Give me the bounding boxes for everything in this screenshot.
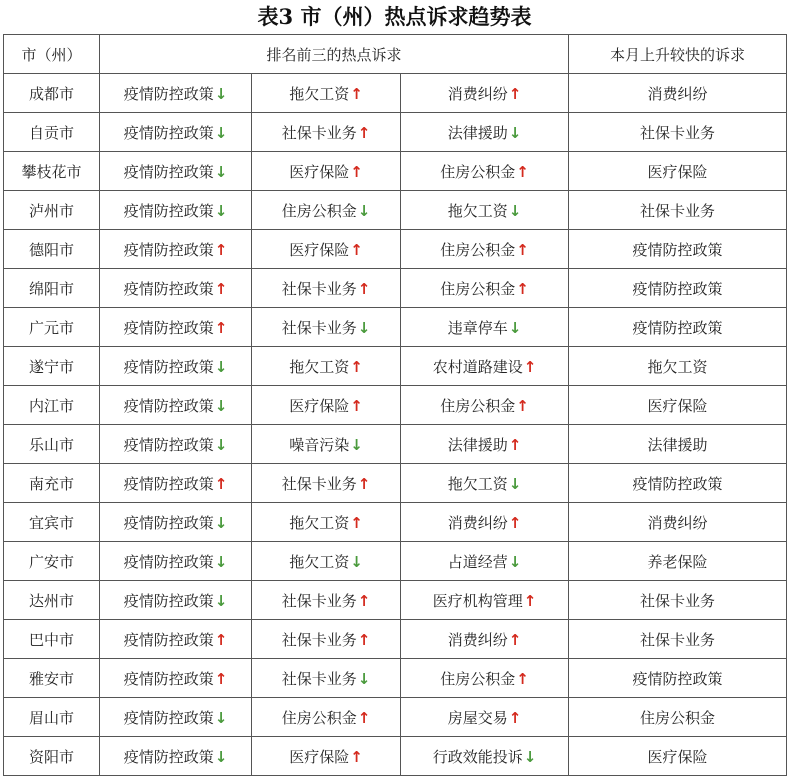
hotspot-label: 疫情防控政策 xyxy=(123,162,214,181)
hotspot-label: 疫情防控政策 xyxy=(123,84,214,103)
hotspot-label: 医疗保险 xyxy=(289,162,350,181)
hotspot-label: 疫情防控政策 xyxy=(123,396,214,415)
cell-city: 眉山市 xyxy=(4,698,100,737)
trend-down-icon: ↓ xyxy=(214,84,228,103)
table-row xyxy=(4,386,787,425)
cell-hotspot-1 xyxy=(100,230,252,269)
table-row xyxy=(4,620,787,659)
trend-up-icon: ↑ xyxy=(523,591,537,610)
cell-rising: 医疗保险 xyxy=(569,737,787,776)
trend-down-icon: ↓ xyxy=(214,201,228,220)
cell-hotspot-2 xyxy=(252,347,401,386)
cell-city: 成都市 xyxy=(4,74,100,113)
cell-hotspot-2 xyxy=(252,152,401,191)
trend-down-icon: ↓ xyxy=(508,318,522,337)
table-row xyxy=(4,425,787,464)
cell-hotspot-1 xyxy=(100,113,252,152)
hotspot-label: 医疗机构管理 xyxy=(432,591,523,610)
cell-hotspot-2 xyxy=(252,425,401,464)
hotspot-label: 疫情防控政策 xyxy=(123,630,214,649)
hotspot-label: 疫情防控政策 xyxy=(123,669,214,688)
header-city: 市（州） xyxy=(4,35,100,74)
trend-up-icon: ↑ xyxy=(508,708,522,727)
cell-hotspot-2 xyxy=(252,737,401,776)
table-row xyxy=(4,698,787,737)
cell-city: 遂宁市 xyxy=(4,347,100,386)
table-row xyxy=(4,74,787,113)
cell-hotspot-3 xyxy=(401,542,569,581)
trend-down-icon: ↓ xyxy=(523,747,537,766)
cell-hotspot-1 xyxy=(100,620,252,659)
cell-hotspot-3 xyxy=(401,191,569,230)
hotspot-label: 疫情防控政策 xyxy=(123,513,214,532)
cell-city: 乐山市 xyxy=(4,425,100,464)
trend-down-icon: ↓ xyxy=(214,552,228,571)
cell-hotspot-3 xyxy=(401,269,569,308)
cell-city: 雅安市 xyxy=(4,659,100,698)
cell-hotspot-3 xyxy=(401,464,569,503)
hotspot-label: 噪音污染 xyxy=(289,435,350,454)
cell-hotspot-2 xyxy=(252,269,401,308)
cell-hotspot-2 xyxy=(252,542,401,581)
cell-city: 泸州市 xyxy=(4,191,100,230)
trend-up-icon: ↑ xyxy=(214,669,228,688)
cell-hotspot-1 xyxy=(100,386,252,425)
hotspot-label: 住房公积金 xyxy=(440,669,516,688)
cell-hotspot-3 xyxy=(401,113,569,152)
trend-down-icon: ↓ xyxy=(214,357,228,376)
header-row xyxy=(4,35,787,74)
trend-up-icon: ↑ xyxy=(350,513,363,532)
hotspot-trend-table xyxy=(3,34,787,776)
cell-hotspot-2 xyxy=(252,230,401,269)
cell-hotspot-3 xyxy=(401,503,569,542)
hotspot-label: 社保卡业务 xyxy=(281,474,357,493)
hotspot-label: 社保卡业务 xyxy=(281,279,357,298)
hotspot-label: 住房公积金 xyxy=(281,708,357,727)
cell-hotspot-3 xyxy=(401,386,569,425)
trend-up-icon: ↑ xyxy=(357,630,371,649)
trend-up-icon: ↑ xyxy=(508,630,522,649)
cell-rising: 疫情防控政策 xyxy=(569,464,787,503)
hotspot-label: 住房公积金 xyxy=(440,162,516,181)
cell-rising: 社保卡业务 xyxy=(569,113,787,152)
trend-up-icon: ↑ xyxy=(516,240,529,259)
cell-city: 资阳市 xyxy=(4,737,100,776)
hotspot-label: 占道经营 xyxy=(447,552,508,571)
cell-rising: 拖欠工资 xyxy=(569,347,787,386)
cell-hotspot-1 xyxy=(100,425,252,464)
trend-down-icon: ↓ xyxy=(508,474,522,493)
trend-up-icon: ↑ xyxy=(350,747,363,766)
cell-hotspot-2 xyxy=(252,113,401,152)
cell-hotspot-3 xyxy=(401,620,569,659)
trend-down-icon: ↓ xyxy=(214,747,228,766)
cell-hotspot-1 xyxy=(100,698,252,737)
cell-hotspot-1 xyxy=(100,347,252,386)
hotspot-label: 疫情防控政策 xyxy=(123,123,214,142)
cell-hotspot-3 xyxy=(401,308,569,347)
hotspot-label: 疫情防控政策 xyxy=(123,591,214,610)
cell-hotspot-2 xyxy=(252,308,401,347)
cell-city: 巴中市 xyxy=(4,620,100,659)
trend-up-icon: ↑ xyxy=(214,240,228,259)
cell-hotspot-3 xyxy=(401,74,569,113)
trend-up-icon: ↑ xyxy=(350,162,363,181)
cell-hotspot-1 xyxy=(100,191,252,230)
hotspot-label: 疫情防控政策 xyxy=(123,552,214,571)
trend-up-icon: ↑ xyxy=(357,123,371,142)
hotspot-label: 消费纠纷 xyxy=(447,84,508,103)
cell-rising: 社保卡业务 xyxy=(569,191,787,230)
cell-rising: 养老保险 xyxy=(569,542,787,581)
trend-up-icon: ↑ xyxy=(516,279,529,298)
trend-down-icon: ↓ xyxy=(357,201,371,220)
trend-down-icon: ↓ xyxy=(508,123,522,142)
trend-up-icon: ↑ xyxy=(214,630,228,649)
cell-hotspot-3 xyxy=(401,152,569,191)
hotspot-label: 医疗保险 xyxy=(289,396,350,415)
table-row xyxy=(4,464,787,503)
cell-hotspot-3 xyxy=(401,737,569,776)
cell-city: 德阳市 xyxy=(4,230,100,269)
table-row xyxy=(4,191,787,230)
cell-hotspot-1 xyxy=(100,581,252,620)
trend-down-icon: ↓ xyxy=(350,552,363,571)
hotspot-label: 消费纠纷 xyxy=(447,630,508,649)
table-row xyxy=(4,113,787,152)
hotspot-label: 拖欠工资 xyxy=(289,513,350,532)
table-row xyxy=(4,737,787,776)
hotspot-label: 疫情防控政策 xyxy=(123,708,214,727)
hotspot-label: 疫情防控政策 xyxy=(123,279,214,298)
cell-hotspot-2 xyxy=(252,191,401,230)
cell-hotspot-1 xyxy=(100,308,252,347)
trend-up-icon: ↑ xyxy=(350,396,363,415)
cell-city: 广安市 xyxy=(4,542,100,581)
hotspot-label: 疫情防控政策 xyxy=(123,474,214,493)
table-header xyxy=(4,35,787,74)
table-title: 表3 市（州）热点诉求趋势表 xyxy=(257,4,532,29)
cell-rising: 医疗保险 xyxy=(569,386,787,425)
cell-rising: 疫情防控政策 xyxy=(569,230,787,269)
cell-hotspot-1 xyxy=(100,542,252,581)
table-body xyxy=(4,74,787,776)
hotspot-label: 拖欠工资 xyxy=(447,201,508,220)
hotspot-label: 法律援助 xyxy=(447,435,508,454)
table-row xyxy=(4,503,787,542)
trend-down-icon: ↓ xyxy=(357,669,371,688)
trend-up-icon: ↑ xyxy=(350,357,363,376)
hotspot-label: 拖欠工资 xyxy=(447,474,508,493)
hotspot-label: 违章停车 xyxy=(447,318,508,337)
trend-down-icon: ↓ xyxy=(508,552,522,571)
hotspot-label: 行政效能投诉 xyxy=(432,747,523,766)
cell-hotspot-1 xyxy=(100,74,252,113)
cell-hotspot-2 xyxy=(252,659,401,698)
cell-hotspot-2 xyxy=(252,386,401,425)
cell-hotspot-1 xyxy=(100,659,252,698)
cell-hotspot-3 xyxy=(401,659,569,698)
hotspot-label: 法律援助 xyxy=(447,123,508,142)
cell-hotspot-3 xyxy=(401,425,569,464)
trend-up-icon: ↑ xyxy=(508,84,522,103)
hotspot-label: 住房公积金 xyxy=(440,396,516,415)
hotspot-label: 拖欠工资 xyxy=(289,84,350,103)
hotspot-label: 疫情防控政策 xyxy=(123,435,214,454)
cell-rising: 疫情防控政策 xyxy=(569,269,787,308)
trend-up-icon: ↑ xyxy=(508,513,522,532)
cell-rising: 疫情防控政策 xyxy=(569,308,787,347)
cell-hotspot-2 xyxy=(252,620,401,659)
hotspot-label: 社保卡业务 xyxy=(281,669,357,688)
hotspot-label: 住房公积金 xyxy=(440,279,516,298)
table-row xyxy=(4,152,787,191)
hotspot-label: 拖欠工资 xyxy=(289,552,350,571)
cell-hotspot-2 xyxy=(252,581,401,620)
trend-down-icon: ↓ xyxy=(214,396,228,415)
trend-up-icon: ↑ xyxy=(516,669,529,688)
hotspot-label: 社保卡业务 xyxy=(281,630,357,649)
hotspot-label: 住房公积金 xyxy=(440,240,516,259)
cell-hotspot-1 xyxy=(100,152,252,191)
header-top3: 排名前三的热点诉求 xyxy=(100,35,569,74)
trend-down-icon: ↓ xyxy=(508,201,522,220)
hotspot-label: 社保卡业务 xyxy=(281,123,357,142)
table-row xyxy=(4,230,787,269)
hotspot-label: 疫情防控政策 xyxy=(123,201,214,220)
cell-hotspot-3 xyxy=(401,230,569,269)
trend-up-icon: ↑ xyxy=(350,240,363,259)
trend-up-icon: ↑ xyxy=(357,591,371,610)
cell-hotspot-3 xyxy=(401,581,569,620)
trend-down-icon: ↓ xyxy=(214,162,228,181)
cell-hotspot-3 xyxy=(401,347,569,386)
cell-rising: 消费纠纷 xyxy=(569,74,787,113)
hotspot-label: 拖欠工资 xyxy=(289,357,350,376)
table-row xyxy=(4,269,787,308)
hotspot-label: 社保卡业务 xyxy=(281,318,357,337)
cell-city: 南充市 xyxy=(4,464,100,503)
cell-rising: 住房公积金 xyxy=(569,698,787,737)
trend-up-icon: ↑ xyxy=(214,279,228,298)
cell-rising: 社保卡业务 xyxy=(569,620,787,659)
trend-up-icon: ↑ xyxy=(214,474,228,493)
cell-city: 绵阳市 xyxy=(4,269,100,308)
cell-rising: 疫情防控政策 xyxy=(569,659,787,698)
table-row xyxy=(4,308,787,347)
trend-up-icon: ↑ xyxy=(516,162,529,181)
hotspot-label: 房屋交易 xyxy=(447,708,508,727)
cell-rising: 社保卡业务 xyxy=(569,581,787,620)
cell-hotspot-3 xyxy=(401,698,569,737)
cell-city: 内江市 xyxy=(4,386,100,425)
trend-up-icon: ↑ xyxy=(508,435,522,454)
trend-down-icon: ↓ xyxy=(214,435,228,454)
hotspot-label: 疫情防控政策 xyxy=(123,357,214,376)
header-rising: 本月上升较快的诉求 xyxy=(569,35,787,74)
table-row xyxy=(4,581,787,620)
hotspot-label: 社保卡业务 xyxy=(281,591,357,610)
trend-up-icon: ↑ xyxy=(516,396,529,415)
cell-hotspot-1 xyxy=(100,464,252,503)
cell-city: 达州市 xyxy=(4,581,100,620)
hotspot-label: 医疗保险 xyxy=(289,747,350,766)
trend-up-icon: ↑ xyxy=(357,474,371,493)
cell-city: 广元市 xyxy=(4,308,100,347)
hotspot-label: 疫情防控政策 xyxy=(123,747,214,766)
cell-hotspot-2 xyxy=(252,698,401,737)
cell-rising: 医疗保险 xyxy=(569,152,787,191)
cell-hotspot-2 xyxy=(252,74,401,113)
cell-city: 宜宾市 xyxy=(4,503,100,542)
table-row xyxy=(4,659,787,698)
cell-city: 自贡市 xyxy=(4,113,100,152)
trend-down-icon: ↓ xyxy=(214,708,228,727)
trend-up-icon: ↑ xyxy=(357,279,371,298)
trend-down-icon: ↓ xyxy=(214,591,228,610)
cell-hotspot-1 xyxy=(100,503,252,542)
trend-down-icon: ↓ xyxy=(214,513,228,532)
hotspot-label: 农村道路建设 xyxy=(432,357,523,376)
trend-down-icon: ↓ xyxy=(214,123,228,142)
cell-rising: 消费纠纷 xyxy=(569,503,787,542)
cell-hotspot-2 xyxy=(252,464,401,503)
trend-down-icon: ↓ xyxy=(357,318,371,337)
trend-up-icon: ↑ xyxy=(523,357,537,376)
cell-city: 攀枝花市 xyxy=(4,152,100,191)
cell-rising: 法律援助 xyxy=(569,425,787,464)
hotspot-label: 住房公积金 xyxy=(281,201,357,220)
hotspot-label: 疫情防控政策 xyxy=(123,240,214,259)
hotspot-label: 疫情防控政策 xyxy=(123,318,214,337)
cell-hotspot-2 xyxy=(252,503,401,542)
trend-down-icon: ↓ xyxy=(350,435,363,454)
cell-hotspot-1 xyxy=(100,737,252,776)
hotspot-label: 消费纠纷 xyxy=(447,513,508,532)
table-row xyxy=(4,347,787,386)
hotspot-label: 医疗保险 xyxy=(289,240,350,259)
table-row xyxy=(4,542,787,581)
trend-up-icon: ↑ xyxy=(214,318,228,337)
cell-hotspot-1 xyxy=(100,269,252,308)
trend-up-icon: ↑ xyxy=(357,708,371,727)
trend-up-icon: ↑ xyxy=(350,84,363,103)
